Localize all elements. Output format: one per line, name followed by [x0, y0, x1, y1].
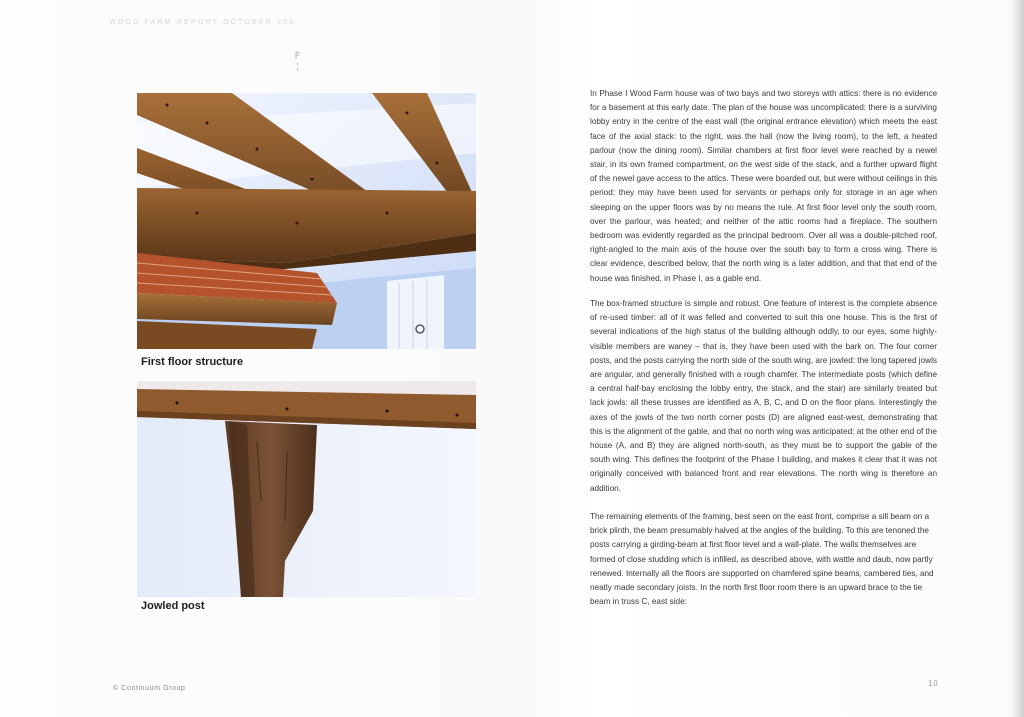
- body-paragraph: In Phase I Wood Farm house was of two bays and two storeys with attics: there is no evidence for a basement at this early date. The plan of the house was uncomplicated: there is a surviving lobby entry in the centre of the east wall (the original entrance elevation) which meets the east face of the axial stack: to the right, was the hall (now the living room), to the left, a heated parlour (now the dining room). Similar chambers at first floor level were reached by a newel stair, in its own framed compartment, on the west side of the stack, and a further upward flight of the newel gave access to the attics. These were boarded out, but were without ceilings in this period: they may have been used for servants or perhaps only for storage in an age when sleeping on the upper floors was by no means the rule. At first floor level only the south room, over the parlour, was heated; and neither of the attic rooms had a fireplace. The southern bedroom was evidently regarded as the principal bedroom. Over all was a double-pitched roof, right-angled to the main axis of the house over the south bay to form a cross wing. There is clear evidence, described below, that the north wing is a later addition, and that that end of the house was finished, in Phase I, as a gable end.: [590, 89, 937, 283]
- figure-caption: First floor structure: [141, 356, 244, 368]
- running-head: WOOD FARM REPORT OCTOBER 200: [109, 19, 296, 26]
- page-edge-shadow: [1010, 0, 1024, 717]
- ink-mark: [294, 50, 302, 72]
- body-paragraph: The box-framed structure is simple and robust. One feature of interest is the complete absence of re-used timber: all of it was felled and converted to suit this one house. This is the first of several indications of the high status of the building although oddly, to our eyes, some highly-visible members are waney – that is, they have been used with the bark on. The four corner posts, and the posts carrying the north side of the south wing, are jowled: the long tapered jowls are angular, and generally finished with a rough chamfer. The intermediate posts (which define a central half-bay enclosing the lobby entry, the stack, and the stair) are similarly treated but lack jowls: all these trusses are identified as A, B, C, and D on the floor plans. Interestingly the axes of the jowls of the two north corner posts (D) are aligned east-west, demonstrating that this is the alignment of the gable, and that no north wing was anticipated: at the other end of the house (A, and B) they are aligned north-south, as they must be to support the gable of the south wing. This defines the footprint of the Phase I building, and makes it clear that it was not originally conceived with balanced front and rear elevations. The north wing is therefore an addition.: [590, 299, 937, 493]
- first-floor-structure-photo: [137, 93, 476, 349]
- body-paragraph: The remaining elements of the framing, best seen on the east front, comprise a sill beam on a brick plinth, the beam presumably halved at the angles of the building. To this are tenoned the posts carrying a girding-beam at first floor level and a wall-plate. The walls themselves are formed of close studding which is infilled, as described above, with wattle and daub, now partly renewed. Internally all the floors are supported on chamfered spine beams, cambered ties, and neatly made secondary joists. In the north first floor room there is an upward brace to the tie beam in truss C, east side:: [590, 512, 934, 607]
- figure-caption: Jowled post: [141, 600, 205, 612]
- jowled-post-photo: [137, 381, 476, 597]
- page-number: 10: [928, 679, 939, 688]
- footer-publisher: © Continuum Group: [113, 685, 186, 692]
